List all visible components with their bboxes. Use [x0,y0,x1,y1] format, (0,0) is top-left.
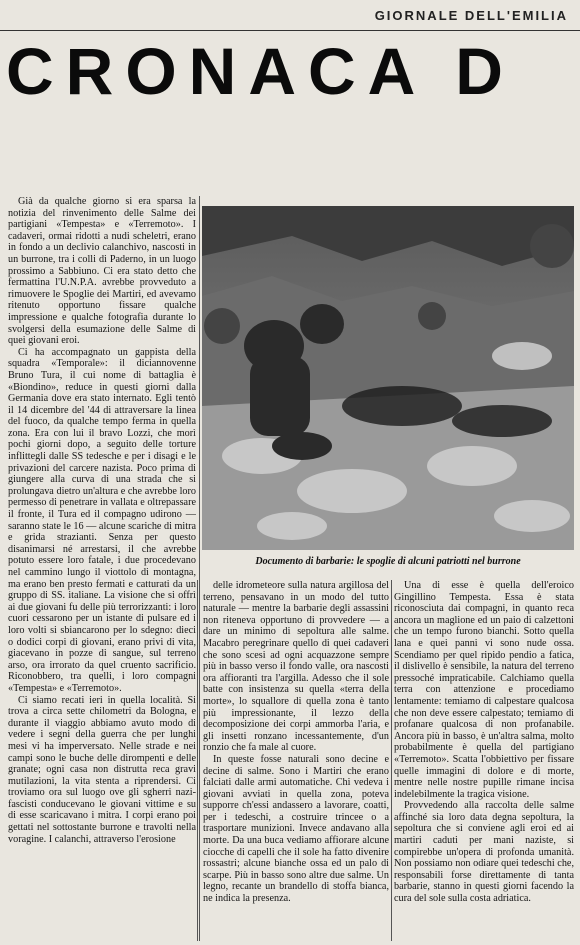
column-divider [197,580,198,941]
article-paragraph: Una di esse è quella dell'eroico Gingillino Tempesta. Essa è stata riconosciuta dai compagni, in quanto reca ancora un maglione ed un paio di calzettoni che un tempo furono bianchi. Sotto quella lana e quei panni vi sono nude ossa. Scendiamo per quel ripido pendio a fatica, il dislivello è sensibile, la natura del terreno pressoché impraticabile. Calchiamo quella terra con attenzione e procediamo lentamente: temiamo di calpestare qualcosa che non deve essere calpestato; temiamo di profanare qualcosa di non profanabile. Ancora più in basso, è un'altra salma, molto probabilmente è quella del partigiano «Terremoto». Scatta l'obbiettivo per fissare quelle immagini di dolore e di morte, mentre nelle nostre pupille rimane incisa indelebilmente la tragica visione. [394,580,574,800]
news-photo [202,206,574,550]
article-paragraph: Ci ha accompagnato un gappista della squadra «Temporale»: il diciannovenne Bruno Tura, il cui nome di battaglia è «Biondino», reduce in questi giorni dalla Germania dove era stato internato. Egli tentò il 14 dicembre del '44 di attraversare la linea del fuoco, da qualche tempo ferma in quella zona. Era con lui il bravo Lozzi, che morì pochi giorni dopo, a seguito delle torture inflittegli dalle SS tedesche e per i disagi e le privazioni del carcere nazista. Poco prima di giungere alla curva di una strada che si prolungava dietro un'altura e che avrebbe loro permesso di penetrare in vallata e oltrepassare il fronte, il Tura ed il compagno udirono — saranno state le 16 — alcune scariche di mitra e grida strazianti. Senza per questo disanimarsi né arrestarsi, il che avrebbe potuto essere loro fatale, i due procedevano nel cammino lungo il viottolo di montagna, ma erano ben presto fermati e catturati da un gruppo di SS. italiane. La visione che si offrì ai due giovani fu delle più terrorizzanti: i loro cuori cessarono per un istante di pulsare ed i loro volti si sbiancarono per lo sdegno: dieci o dodici corpi di giovani, erano privi di vita, giacevano in pozze di sangue, sul terreno arso, ora irrorato da quel cruento sacrificio. Riconobbero, tra quelli, i loro compagni «Tempesta» e «Terremoto». [8,346,196,694]
article-column-1 [8,196,196,941]
article-paragraph: delle idrometeore sulla natura argillosa del terreno, pensavano in un modo del tutto naturale — mentre la barbarie degli assassini non riteneva opportuno di provvedere — a dare un minimo di sepoltura alle salme. Macabro peregrinare quello di quei cadaveri che sono scesi ad ogni acquazzone sempre più in basso verso il fondo valle, ora nascosti ora affioranti tra l'argilla. Adesso che il sole batte con insistenza su quella «terra della morte», lo squallore di quella zona è tanto più impressionante, il lezzo della decomposizione dei corpi ammorba l'aria, e gli insetti ronzano incessantemente, d'un ronzio che fa male al cuore. [203,580,389,754]
masthead [0,0,580,31]
article-paragraph: In queste fosse naturali sono decine e decine di salme. Sono i Martiri che erano falciati dalle armi automatiche. Chi vedeva i giovani avviati in quella zona, poteva supporre ch'essi andassero a lavorare, coatti, per i tedeschi, a costruire trincee o a trasportare munizioni. Invece andavano alla morte. Da una buca vediamo affiorare alcune ciocche di capelli che il sole ha fatto divenire rossastri; alcune bianche ossa ed un palo di scarpe. Più in basso sono altre due salme. Un legno, recante un brandello di stoffa bianca, ne indica la presenza. [203,753,389,905]
article-paragraph: Ci siamo recati ieri in quella località. Si trova a circa sette chilometri da Bologna, e durante il viaggio abbiamo avuto modo di vedere i segni della guerra che per lunghi mesi vi ha imperversato. Nelle strade e nei campi sono le buche delle dirompenti e delle granate; ogni casa non distrutta reca gravi mutilazioni, la vita stenta a riprendersi. Ci troviamo ora sul luogo ove gli sgherri nazi-fascisti conducevano le giovani vittime e su di esse scaricavano i mitra. I corpi erano poi gettati nel sottostante burrone e travolti nella voragine. I calanchi, attraverso l'erosione [8,694,196,845]
photo-caption: Documento di barbarie: le spoglie di alcuni patriotti nel burrone [255,556,521,567]
article-paragraph: Già da qualche giorno si era sparsa la notizia del rinvenimento delle Salme dei partigiani «Tempesta» e «Terremoto». I cadaveri, ormai ridotti a nudi scheletri, erano in fondo a un declivio calanchivo, nascosti in un burrone, tra i colli di Paderno, in un luogo prossimo a Sabbiuno. Ci era stato detto che fermattina l'U.N.P.A. avrebbe provveduto a rimuovere le Spoglie dei Martiri, ed avevamo ritenuto opportuno fissare qualche impressione e qualche fotografia durante lo svolgersi della esumazione delle Salme di quei giovani eroi. [8,196,196,347]
column-divider [391,580,392,941]
section-title: CRONACA D [6,38,515,104]
burrone-photo-image [202,206,574,550]
article-column-2 [203,580,389,941]
article-column-3 [394,580,574,941]
newspaper-name: GIORNALE DELL'EMILIA [374,8,568,23]
column-divider [199,196,200,941]
article-paragraph: Provvedendo alla raccolta delle salme affinché sia loro data degna sepoltura, la sepoltura che si conviene agli eroi ed ai martiri caduti per mani naziste, si compirebbe un'opera di profonda umanità. Non possiamo non odiare quei tedeschi che, responsabili forse direttamente di tanta barbarie, stanno in questi giorni facendo la cura del sole sulla costa adriatica. [394,800,574,905]
